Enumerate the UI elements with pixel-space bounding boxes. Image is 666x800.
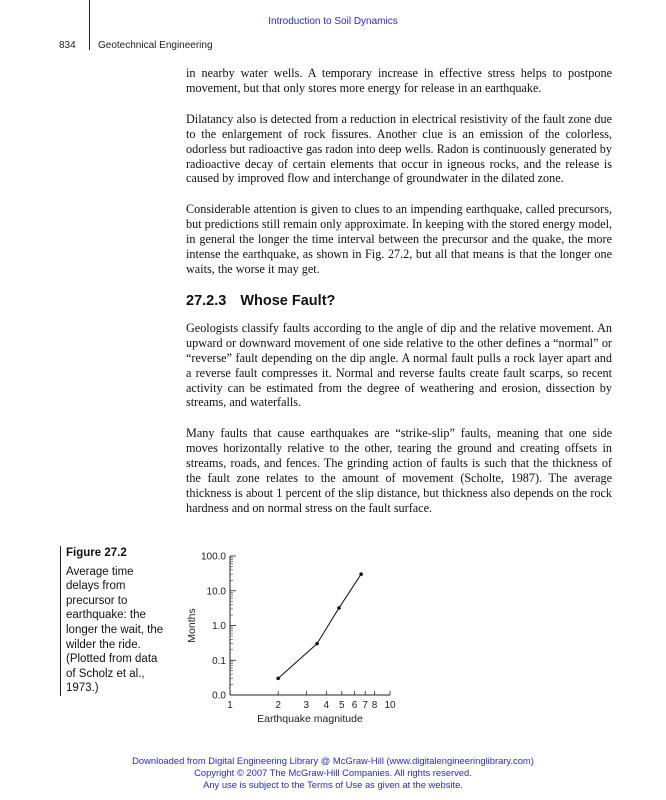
footer-download-line[interactable]: Downloaded from Digital Engineering Library @ McGraw-Hill (www.digitalengineeringlibrary.com) bbox=[132, 755, 534, 766]
x-axis-label: Earthquake magnitude bbox=[257, 713, 363, 725]
figure-caption-text: Average time delays from precursor to earthquake: the longer the wait, the wilder the ride. (Plotted from data of Scholz et al., 1973.) bbox=[66, 565, 164, 695]
footer-terms-line[interactable]: Any use is subject to the Terms of Use as given at the website. bbox=[203, 779, 463, 790]
x-tick-label: 4 bbox=[323, 700, 330, 711]
x-tick-label: 1 bbox=[227, 700, 233, 711]
header-divider bbox=[89, 0, 90, 50]
x-tick-label: 10 bbox=[384, 700, 396, 711]
data-point bbox=[337, 606, 341, 610]
footer-copyright-line: Copyright © 2007 The McGraw-Hill Companies. All rights reserved. bbox=[194, 767, 472, 778]
x-tick-label: 8 bbox=[371, 700, 378, 711]
section-number: 27.2.3 bbox=[186, 292, 227, 309]
body-text bbox=[186, 66, 612, 532]
y-axis-label: Months bbox=[186, 608, 198, 643]
paragraph: in nearby water wells. A temporary increase in effective stress helps to postpone movement, but that only stores more energy for release in an earthquake. bbox=[186, 66, 612, 95]
y-tick-label: 100.0 bbox=[200, 551, 226, 563]
data-point bbox=[359, 572, 363, 576]
paragraph: Considerable attention is given to clues to an impending earthquake, called precursors, but predictions still remain only approximate. In keeping with the stored energy model, in general the longer the time interval between the precursor and the quake, the more intense the earthquake, as shown in Fig. 27.2, but all that means is that the longer one waits, the worse it may get. bbox=[186, 202, 612, 276]
x-tick-label: 6 bbox=[351, 700, 358, 711]
figure-chart bbox=[180, 548, 410, 733]
section-heading bbox=[186, 293, 612, 309]
x-tick-label: 5 bbox=[339, 700, 345, 711]
chart-svg bbox=[180, 548, 410, 733]
section-title: Whose Fault? bbox=[240, 292, 336, 309]
x-tick-label: 7 bbox=[362, 700, 368, 711]
data-point bbox=[276, 677, 280, 681]
footer bbox=[0, 755, 666, 791]
x-tick-label: 2 bbox=[275, 700, 281, 711]
x-tick-label: 3 bbox=[303, 700, 310, 711]
paragraph: Geologists classify faults according to the angle of dip and the relative movement. An upward or downward movement of one side relative to the other defines a “normal” or “reverse” fault depending on the dip angle. A normal fault pulls a rock layer apart and a reverse fault compresses it. Normal and reverse faults create fault scarps, so recent activity can be estimated from the degree of weathering and erosion, dissection by streams, and waterfalls. bbox=[186, 320, 612, 410]
y-tick-label: 0.0 bbox=[212, 690, 226, 702]
y-tick-label: 10.0 bbox=[206, 586, 226, 598]
series-line bbox=[278, 574, 361, 678]
figure-caption bbox=[60, 546, 166, 696]
paragraph: Many faults that cause earthquakes are “strike-slip” faults, meaning that one side moves horizontally relative to the other, tearing the ground and creating offsets in streams, roads, and fences. The grinding action of faults is such that the thickness of the fault zone relates to the amount of movement (Scholte, 1987). The average thickness is about 1 percent of the slip distance, but thickness also depends on the rock hardness and on normal stress on the fault surface. bbox=[186, 426, 612, 515]
y-tick-label: 0.1 bbox=[212, 655, 226, 667]
figure-label: Figure 27.2 bbox=[66, 547, 127, 559]
book-title-link[interactable]: Introduction to Soil Dynamics bbox=[268, 16, 398, 27]
paragraph: Dilatancy also is detected from a reduction in electrical resistivity of the fault zone due to the enlargement of rock fissures. Another clue is an emission of the colorless, odorless but radioactive gas radon into deep wells. Radon is continuously generated by radioactive decay of certain elements that occur in igneous rocks, and the release is caused by improved flow and interchange of groundwater in the dilated zone. bbox=[186, 111, 612, 186]
page-number: 834 bbox=[59, 40, 76, 51]
data-point bbox=[315, 642, 319, 646]
running-head: Geotechnical Engineering bbox=[98, 40, 213, 51]
y-tick-label: 1.0 bbox=[212, 621, 226, 632]
